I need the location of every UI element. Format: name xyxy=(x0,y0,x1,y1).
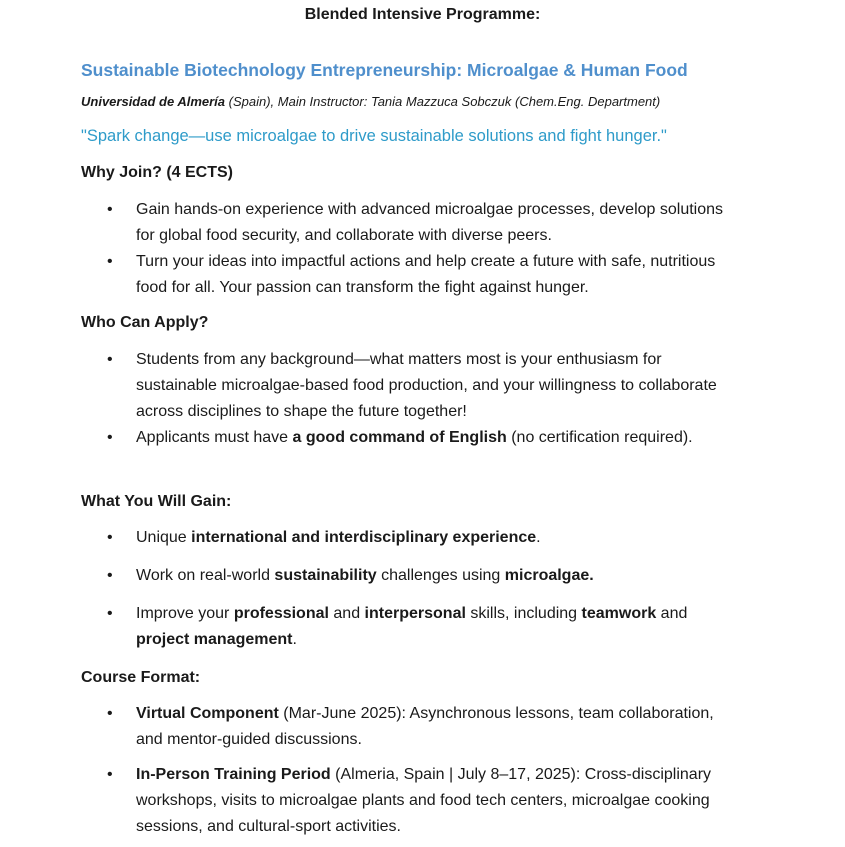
item-text: (Mar-June 2025): Asynchronous lessons, team collaboration, and mentor-guided discussions. xyxy=(136,705,714,748)
list-item xyxy=(0,601,736,653)
programme-title: Blended Intensive Programme: xyxy=(304,6,541,23)
item-bold: a good command of English xyxy=(292,429,507,446)
gain-list xyxy=(0,525,845,653)
list-item: • Turn your ideas into impactful actions and help create a future with safe, nutritious food for all. Your passion can transform the fight against hunger. xyxy=(0,249,736,301)
course-title: Sustainable Biotechnology Entrepreneurship: Microalgae & Human Food xyxy=(81,60,688,80)
item-text: Unique xyxy=(136,529,192,546)
list-item xyxy=(0,525,736,551)
course-quote: "Spark change—use microalgae to drive sustainable solutions and fight hunger." xyxy=(81,127,667,145)
item-bold: Virtual Component xyxy=(136,705,279,722)
item-text: (no certification required). xyxy=(506,429,693,446)
format-heading: Course Format: xyxy=(81,669,201,686)
why-join-list xyxy=(0,197,845,301)
item-text: (Almeria, Spain | July 8–17, 2025): Cross-disciplinary workshops, visits to microalgae plants and food tech centers, microalgae cooking sessions, and cultural-sport activities. xyxy=(136,766,712,835)
format-list xyxy=(0,701,845,840)
item-text: challenges using xyxy=(376,567,505,584)
item-text: Applicants must have xyxy=(136,429,293,446)
item-bold: professional xyxy=(233,605,329,622)
why-join-heading: Why Join? (4 ECTS) xyxy=(81,164,233,181)
item-text: skills, including xyxy=(465,605,582,622)
item-bold: sustainability xyxy=(274,567,377,584)
who-apply-list xyxy=(0,347,845,451)
item-text: and xyxy=(656,605,688,622)
who-apply-heading: Who Can Apply? xyxy=(81,314,209,331)
item-bold: interpersonal xyxy=(364,605,466,622)
gain-heading: What You Will Gain: xyxy=(81,493,232,510)
item-text: . xyxy=(536,529,541,546)
item-bold: international and interdisciplinary experience xyxy=(191,529,537,546)
item-bold: microalgae. xyxy=(504,567,594,584)
item-bold: teamwork xyxy=(581,605,657,622)
course-details: (Spain), Main Instructor: Tania Mazzuca Sobczuk (Chem.Eng. Department) xyxy=(225,94,661,109)
list-item xyxy=(0,762,736,840)
item-text: Improve your xyxy=(136,605,234,622)
item-bold: In-Person Training Period xyxy=(136,766,331,783)
list-item xyxy=(0,425,736,451)
list-item xyxy=(0,701,736,753)
item-text: and xyxy=(328,605,365,622)
university-name: Universidad de Almería xyxy=(81,94,226,109)
list-item: • Gain hands-on experience with advanced microalgae processes, develop solutions for global food security, and collaborate with diverse peers. xyxy=(0,197,736,249)
item-bold: project management xyxy=(136,631,293,648)
list-item xyxy=(0,563,736,589)
list-item: • Students from any background—what matters most is your enthusiasm for sustainable microalgae-based food production, and your willingness to collaborate across disciplines to shape the future together! xyxy=(0,347,736,425)
item-text: . xyxy=(292,631,297,648)
course-subline xyxy=(81,94,660,109)
item-text: Work on real-world xyxy=(136,567,275,584)
